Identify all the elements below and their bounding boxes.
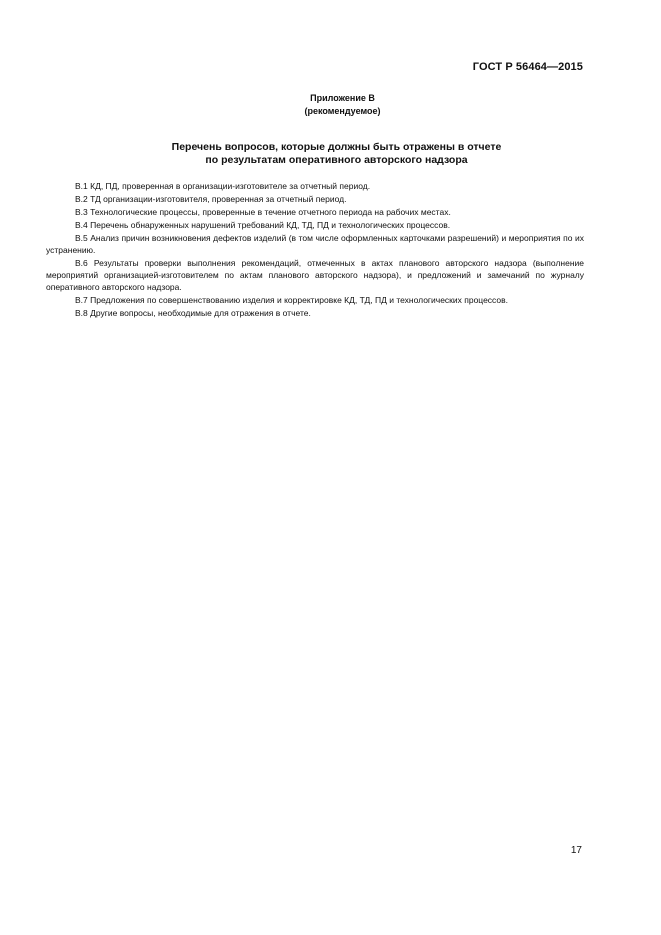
list-item-b1: В.1 КД, ПД, проверенная в организации-изготовителе за отчетный период. <box>75 181 371 191</box>
appendix-heading <box>0 92 661 118</box>
list-item-b8: В.8 Другие вопросы, необходимые для отражения в отчете. <box>75 308 311 318</box>
list-item-b7: В.7 Предложения по совершенствованию изделия и корректировке КД, ТД, ПД и технологических процессов. <box>75 295 509 305</box>
list-item-b4: В.4 Перечень обнаруженных нарушений требований КД, ТД, ПД и технологических процессов. <box>75 220 451 230</box>
items-list <box>46 180 584 320</box>
page-number: 17 <box>570 845 582 856</box>
appendix-status: (рекомендуемое) <box>304 106 381 116</box>
appendix-title: Приложение В <box>310 93 375 103</box>
list-item-b3: В.3 Технологические процессы, проверенные в течение отчетного периода на рабочих местах. <box>75 207 451 217</box>
section-title <box>0 141 661 167</box>
list-item-b6: В.6 Результаты проверки выполнения рекомендаций, отмеченных в актах планового авторского надзора (выполнение мероприятий организацией-изготовителем по актам планового авторского надзора), и предложений и замечаний по журналу оперативного авторского надзора. <box>46 258 584 292</box>
section-title-line-1: Перечень вопросов, которые должны быть отражены в отчете <box>171 141 502 153</box>
document-code: ГОСТ Р 56464—2015 <box>472 61 583 73</box>
list-item-b5: В.5 Анализ причин возникновения дефектов изделий (в том числе оформленных карточками разрешений) и мероприятия по их устранению. <box>46 233 584 255</box>
list-item-b2: В.2 ТД организации-изготовителя, проверенная за отчетный период. <box>75 194 347 204</box>
section-title-line-2: по результатам оперативного авторского надзора <box>205 154 468 166</box>
